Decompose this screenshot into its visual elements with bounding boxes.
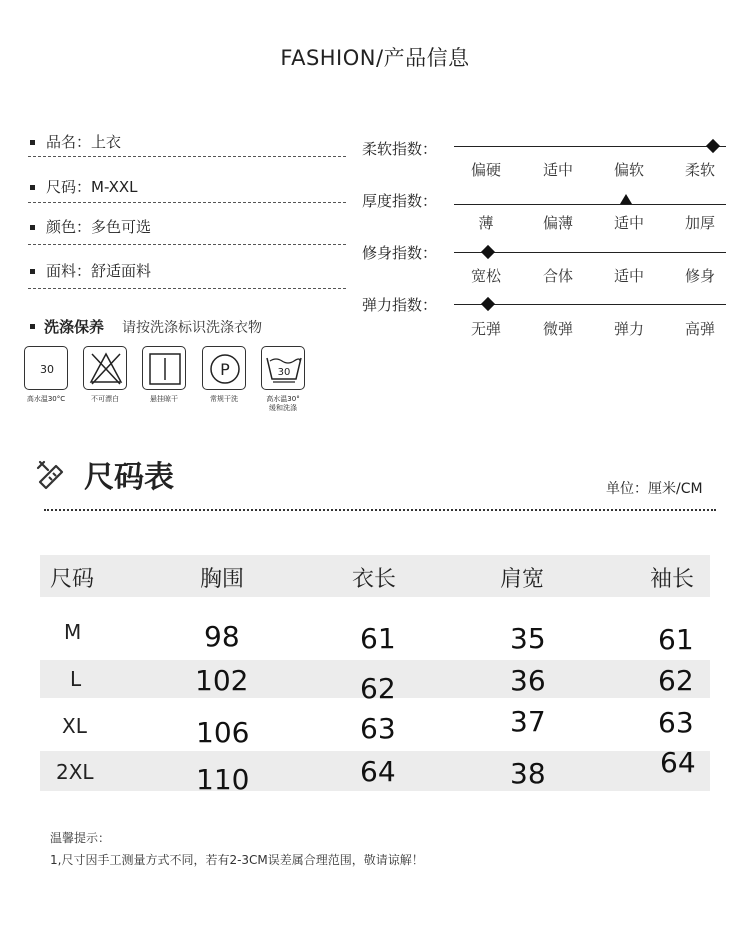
gentle-wash-symbol: 30 xyxy=(277,367,291,378)
fit-option: 合体 xyxy=(542,267,573,285)
bullet-icon xyxy=(30,324,35,329)
thickness-scale-line xyxy=(454,204,726,205)
fit-label: 修身指数： xyxy=(362,244,438,262)
cell-chest: 98 xyxy=(204,620,240,653)
cell-size: XL xyxy=(62,714,87,738)
attr-size-text: 尺码：M-XXL xyxy=(46,178,138,196)
cell-sleeve: 64 xyxy=(660,746,696,779)
no-bleach-icon xyxy=(83,346,127,390)
thickness-marker xyxy=(620,194,632,204)
page-title: FASHION/产品信息 xyxy=(280,46,470,70)
cell-sleeve: 62 xyxy=(658,664,694,697)
bullet-icon xyxy=(30,225,35,230)
elasticity-option: 无弹 xyxy=(470,320,501,338)
caption-line: 高水温30°C xyxy=(26,395,66,403)
cell-size: 2XL xyxy=(56,760,94,784)
softness-marker xyxy=(705,139,719,153)
thickness-label: 厚度指数： xyxy=(362,192,438,210)
cell-shoulder: 38 xyxy=(510,757,546,790)
cell-shoulder: 35 xyxy=(510,622,546,655)
attr-name-text: 品名：上衣 xyxy=(46,133,122,151)
fit-marker xyxy=(481,245,495,259)
cell-shoulder: 36 xyxy=(510,664,546,697)
cell-length: 63 xyxy=(360,712,396,745)
cell-size: L xyxy=(70,667,82,691)
cell-shoulder: 37 xyxy=(510,705,546,738)
divider xyxy=(28,156,346,157)
elasticity-option: 微弹 xyxy=(542,320,573,338)
cell-sleeve: 61 xyxy=(658,623,694,656)
fit-option: 修身 xyxy=(684,267,715,285)
unit-label: 单位：厘米/CM xyxy=(606,481,703,497)
care-description: 请按洗涤标识洗涤衣物 xyxy=(122,320,262,336)
caption-line: 缓和洗涤 xyxy=(269,404,297,412)
attr-fabric-text: 面料：舒适面料 xyxy=(46,262,152,280)
col-header-sleeve: 袖长 xyxy=(650,567,695,592)
elasticity-label: 弹力指数： xyxy=(362,296,438,314)
col-header-shoulder: 肩宽 xyxy=(500,567,545,592)
measure-icon xyxy=(36,458,68,494)
thickness-option: 适中 xyxy=(613,214,644,232)
caption-line: 常规干洗 xyxy=(210,395,238,403)
divider xyxy=(28,244,346,245)
care-label: 洗涤保养 xyxy=(44,318,105,336)
thickness-option: 加厚 xyxy=(684,214,715,232)
caption-line: 高水温30° xyxy=(266,395,300,403)
cell-chest: 106 xyxy=(196,716,250,749)
thickness-option: 偏薄 xyxy=(542,214,573,232)
cell-chest: 102 xyxy=(195,664,249,697)
dry-clean-symbol: P xyxy=(220,360,230,379)
softness-option: 柔软 xyxy=(684,161,715,179)
divider xyxy=(28,202,346,203)
fit-option: 宽松 xyxy=(470,267,501,285)
elasticity-option: 弹力 xyxy=(613,320,644,338)
caption-line: 不可漂白 xyxy=(91,395,119,403)
cell-chest: 110 xyxy=(196,763,250,796)
caption-line: 悬挂晾干 xyxy=(150,395,178,403)
bullet-icon xyxy=(30,140,35,145)
elasticity-marker xyxy=(481,297,495,311)
col-header-chest: 胸围 xyxy=(200,567,245,592)
size-chart-title: 尺码表 xyxy=(84,460,174,495)
cell-length: 61 xyxy=(360,622,396,655)
attr-fabric xyxy=(28,260,346,282)
softness-option: 偏软 xyxy=(613,161,644,179)
softness-label: 柔软指数： xyxy=(362,140,438,158)
tips-title: 温馨提示： xyxy=(50,831,111,845)
fit-option: 适中 xyxy=(613,267,644,285)
tips-body: 1,尺寸因手工测量方式不同，若有2-3CM误差属合理范围，敬请谅解！ xyxy=(50,853,424,867)
col-header-size: 尺码 xyxy=(50,567,95,592)
elasticity-option: 高弹 xyxy=(684,320,715,338)
attr-color xyxy=(28,216,346,238)
hang-dry-icon xyxy=(142,346,186,390)
cell-sleeve: 63 xyxy=(658,706,694,739)
cell-size: M xyxy=(64,620,82,644)
cell-length: 62 xyxy=(360,672,396,705)
softness-scale-line xyxy=(454,146,726,147)
wash-30-symbol: 30 xyxy=(40,363,54,376)
dotted-divider xyxy=(44,509,716,511)
attr-size xyxy=(28,176,346,198)
bullet-icon xyxy=(30,185,35,190)
attr-name xyxy=(28,131,346,153)
wash-30-icon xyxy=(24,346,68,390)
care-caption xyxy=(248,395,318,413)
divider xyxy=(28,288,346,289)
bullet-icon xyxy=(30,269,35,274)
col-header-length: 衣长 xyxy=(352,567,397,592)
cell-length: 64 xyxy=(360,755,396,788)
thickness-option: 薄 xyxy=(478,214,494,232)
softness-option: 适中 xyxy=(542,161,573,179)
softness-option: 偏硬 xyxy=(470,161,501,179)
attr-color-text: 颜色：多色可选 xyxy=(46,218,152,236)
gentle-wash-30-icon xyxy=(261,346,305,390)
dry-clean-icon xyxy=(202,346,246,390)
